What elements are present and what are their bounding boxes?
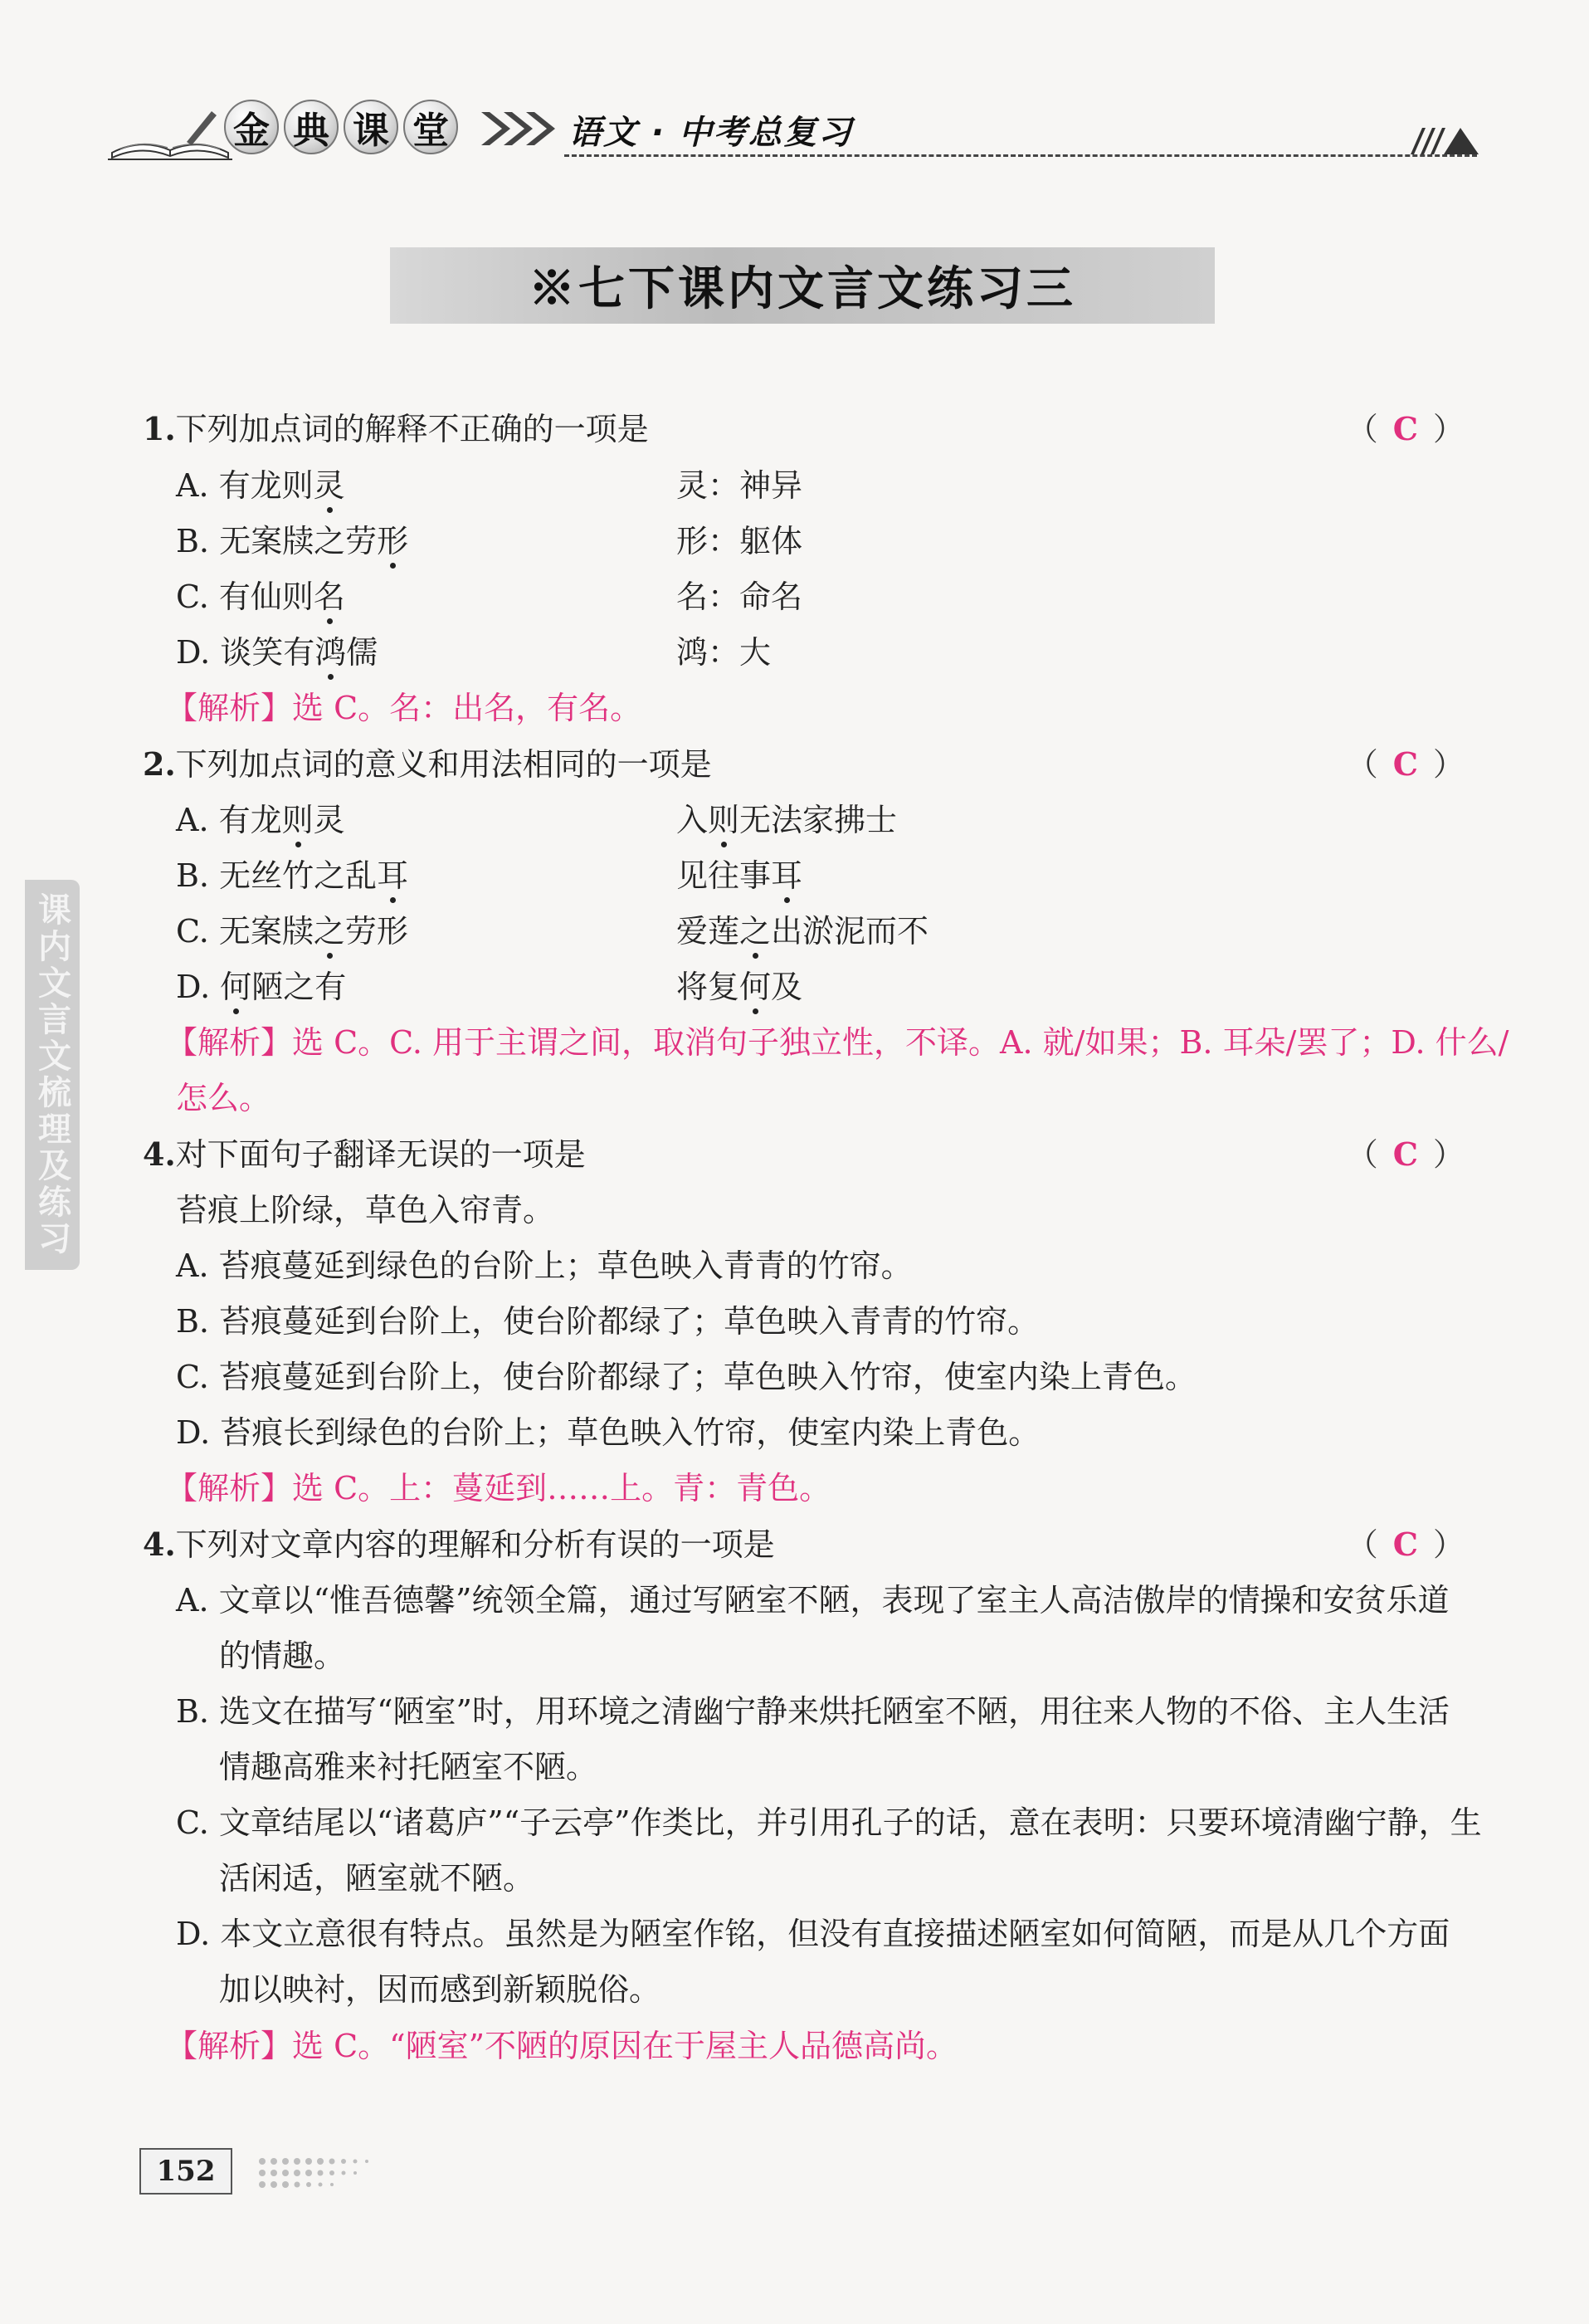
- question-3-stem: [143, 1134, 586, 1175]
- option-text-continued: 加以映衬，因而感到新颖脱俗。: [219, 1971, 661, 2008]
- option-text: 见往事: [676, 857, 772, 894]
- option-text: C. 苔痕蔓延到台阶上，使台阶都绿了；草色映入竹帘，使室内染上青色。: [176, 1359, 1197, 1395]
- option-text: D. 谈笑有: [176, 634, 315, 671]
- question-text: 对下面句子翻译无误的一项是: [175, 1136, 586, 1173]
- question-number: 4.: [143, 1526, 176, 1563]
- brand-char: 堂: [403, 100, 458, 154]
- option-text: 入: [676, 802, 709, 838]
- page-header: [100, 90, 1469, 173]
- brand-char: 课: [344, 100, 398, 154]
- option-text: 灵: [313, 802, 345, 838]
- dotted-word: 名: [314, 576, 345, 618]
- option-text: D.: [176, 969, 221, 1005]
- dotted-word: 则: [708, 799, 739, 841]
- answer-letter: C: [1392, 1526, 1418, 1563]
- option-gloss: 名：命名: [676, 579, 803, 615]
- option-text: C. 无案牍: [176, 913, 314, 950]
- option-text-continued: 的情趣。: [219, 1638, 346, 1674]
- answer-letter: C: [1392, 410, 1418, 447]
- analysis-text: 【解析】选 C。名：出名，有名。: [166, 690, 642, 726]
- chevron-right-icon: [477, 108, 560, 149]
- option-text: A. 有龙: [176, 802, 282, 838]
- answer-letter: C: [1392, 1135, 1418, 1173]
- dotted-word: 耳: [377, 855, 408, 896]
- option-text: B. 苔痕蔓延到台阶上，使台阶都绿了；草色映入青青的竹帘。: [176, 1303, 1040, 1340]
- analysis-text: 【解析】选 C。C. 用于主谓之间，取消句子独立性，不译。A. 就/如果；B. 耳朵/罢了；D. 什么/: [166, 1024, 1509, 1061]
- option-text: 儒: [346, 634, 378, 671]
- option-text: 陋之有: [251, 969, 347, 1005]
- question-number: 2.: [143, 745, 176, 783]
- question-4-stem: [143, 1524, 775, 1565]
- question-text: 下列加点词的解释不正确的一项是: [175, 411, 649, 447]
- section-title: ※七下课内文言文练习三: [390, 247, 1215, 324]
- dotted-word: 何: [739, 966, 771, 1008]
- analysis-text: 【解析】选 C。“陋室”不陋的原因在于屋主人品德高尚。: [166, 2028, 958, 2064]
- question-text: 下列对文章内容的理解和分析有误的一项是: [175, 1526, 775, 1563]
- option-text: 出淤泥而不: [771, 913, 929, 950]
- page-number: 152: [139, 2148, 232, 2195]
- option-text: 爱莲: [676, 913, 740, 950]
- option-text: A. 有龙则: [176, 467, 314, 504]
- analysis-text: 怎么。: [176, 1080, 271, 1116]
- answer-letter: C: [1392, 745, 1418, 783]
- dotted-word: 形: [377, 520, 408, 562]
- dotted-word: 灵: [314, 465, 345, 506]
- dotted-word: 之: [314, 911, 345, 952]
- option-text: 将复: [676, 969, 740, 1005]
- option-text: C. 有仙则: [176, 579, 314, 615]
- question-number: 4.: [143, 1135, 176, 1173]
- option-text-continued: 情趣高雅来衬托陋室不陋。: [219, 1749, 598, 1785]
- dotted-word: 则: [282, 799, 314, 841]
- option-text-continued: 活闲适，陋室就不陋。: [219, 1860, 535, 1897]
- subject-title: 语文 · 中考总复习: [568, 114, 854, 152]
- option-text: D. 苔痕长到绿色的台阶上；草色映入竹帘，使室内染上青色。: [176, 1414, 1041, 1451]
- option-text: C. 文章结尾以“诸葛庐”“子云亭”作类比，并引用孔子的话，意在表明：只要环境清幽宁静，生: [176, 1804, 1482, 1841]
- option-gloss: 形：躯体: [676, 523, 803, 559]
- question-2-stem: [143, 744, 712, 785]
- dotted-word: 耳: [771, 855, 802, 896]
- option-text: A. 文章以“惟吾德馨”统领全篇，通过写陋室不陋，表现了室主人高洁傲岸的情操和安贫乐道: [176, 1582, 1450, 1618]
- option-text: D. 本文立意很有特点。虽然是为陋室作铭，但没有直接描述陋室如何简陋，而是从几个方面: [176, 1916, 1450, 1952]
- dotted-word: 鸿: [314, 632, 346, 673]
- option-text: B. 无丝竹之乱: [176, 857, 378, 894]
- brand-char: 金: [224, 100, 279, 154]
- option-text: B. 无案牍之劳: [176, 523, 378, 559]
- answer-box: （ C ）: [1346, 1526, 1465, 1563]
- open-book-icon: [108, 105, 232, 163]
- stripes-triangle-icon: [1411, 123, 1485, 156]
- dot-pattern-decoration: [257, 2155, 440, 2188]
- answer-box: （ C ）: [1346, 1135, 1465, 1173]
- option-gloss: 灵：神异: [676, 467, 803, 504]
- option-text: 劳形: [344, 913, 408, 950]
- option-text: 无法家拂士: [739, 802, 898, 838]
- side-tab: [25, 880, 80, 1270]
- question-text: 下列加点词的意义和用法相同的一项是: [175, 746, 712, 783]
- dotted-word: 何: [220, 966, 251, 1008]
- question-1-stem: [143, 408, 649, 450]
- header-divider: [564, 154, 1477, 157]
- answer-box: （ C ）: [1346, 410, 1465, 447]
- question-number: 1.: [143, 410, 176, 447]
- option-gloss: 鸿：大: [676, 634, 772, 671]
- option-text: B. 选文在描写“陋室”时，用环境之清幽宁静来烘托陋室不陋，用往来人物的不俗、主人生活: [176, 1693, 1450, 1730]
- option-text: A. 苔痕蔓延到绿色的台阶上；草色映入青青的竹帘。: [176, 1247, 913, 1284]
- answer-box: （ C ）: [1346, 745, 1465, 783]
- side-tab-label: 课内文言文梳理及练习: [32, 892, 71, 1257]
- quoted-sentence: 苔痕上阶绿，草色入帘青。: [176, 1192, 555, 1228]
- brand-char: 典: [284, 100, 339, 154]
- option-text: 及: [771, 969, 803, 1005]
- brand-logo: [224, 100, 458, 154]
- dotted-word: 之: [739, 911, 771, 952]
- analysis-text: 【解析】选 C。上：蔓延到……上。青：青色。: [166, 1470, 831, 1506]
